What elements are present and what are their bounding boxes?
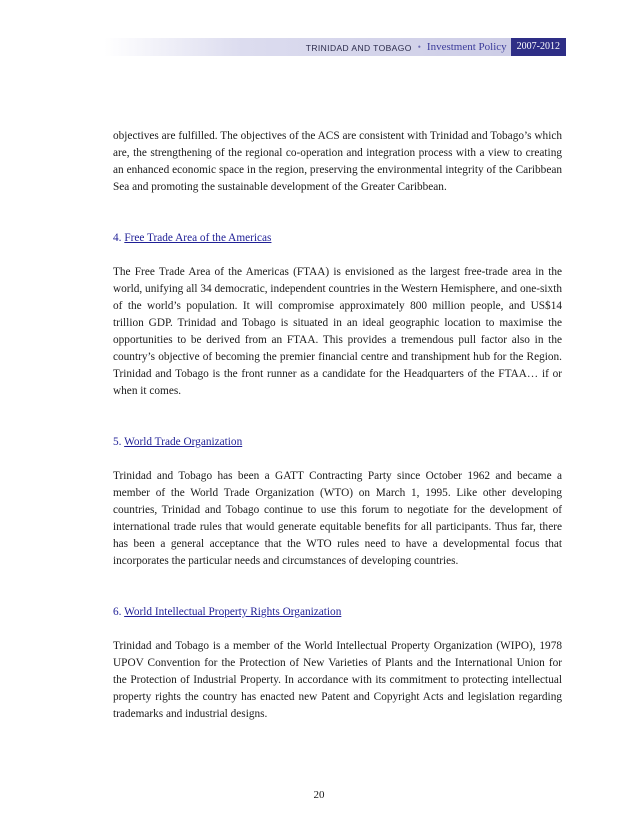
section-body-wipo: Trinidad and Tobago is a member of the World Intellectual Property Organization (WIPO), 1978 UPOV Convention for the Protection of New Varieties of Plants and the International Union for the Protection of Industrial Property. In accordance with its commitment to protecting intellectual property rights the country has enacted new Patent and Copyright Acts and legislation regarding trademarks and industrial designs. [113, 640, 562, 720]
section-number: 4. [113, 232, 122, 244]
page-number: 20 [313, 789, 325, 801]
section-number: 5. [113, 436, 122, 448]
section-title: World Trade Organization [124, 436, 243, 448]
section-body-wto: Trinidad and Tobago has been a GATT Contracting Party since October 1962 and became a member of the World Trade Organization (WTO) on March 1, 1995. Like other developing countries, Trinidad and Tobago continue to use this forum to negotiate for the development of international trade rules that would generate equitable benefits for all participants. Thus far, there has been a general acceptance that the WTO rules need to have a developmental focus that incorporates the particular needs and circumstances of developing countries. [113, 470, 562, 567]
section-heading-ftaa [113, 230, 562, 247]
section-body-ftaa: The Free Trade Area of the Americas (FTAA) is envisioned as the largest free-trade area in the world, unifying all 34 democratic, independent countries in the Western Hemisphere, and one-sixth of the world’s population. It will compromise approximately 800 million people, and US$14 trillion GDP. Trinidad and Tobago is situated in an ideal geographic location to maximise the opportunities to be derived from an FTAA. This provides a tremendous pull factor also in the country’s objective of becoming the premier financial centre and transhipment hub for the Region. Trinidad and Tobago is the front runner as a candidate for the Headquarters of the FTAA… if or when it comes. [113, 266, 562, 397]
header-years-badge: 2007-2012 [511, 38, 566, 56]
section-number: 6. [113, 606, 122, 618]
intro-paragraph: objectives are fulfilled. The objectives of the ACS are consistent with Trinidad and Tobago’s which are, the strengthening of the regional co-operation and integration process with a view to creating an enhanced economic space in the region, preserving the environmental integrity of the Caribbean Sea and promoting the sustainable development of the Greater Caribbean. [113, 130, 562, 193]
page-body [113, 128, 562, 723]
header-policy-title: Investment Policy [426, 41, 507, 53]
running-header [104, 38, 566, 56]
section-heading-wipo [113, 604, 562, 621]
section-title: Free Trade Area of the Americas [124, 232, 272, 244]
section-heading-wto [113, 434, 562, 451]
header-separator: • [417, 42, 421, 52]
section-title: World Intellectual Property Rights Organization [124, 606, 342, 618]
header-country: TRINIDAD AND TOBAGO [305, 43, 412, 53]
